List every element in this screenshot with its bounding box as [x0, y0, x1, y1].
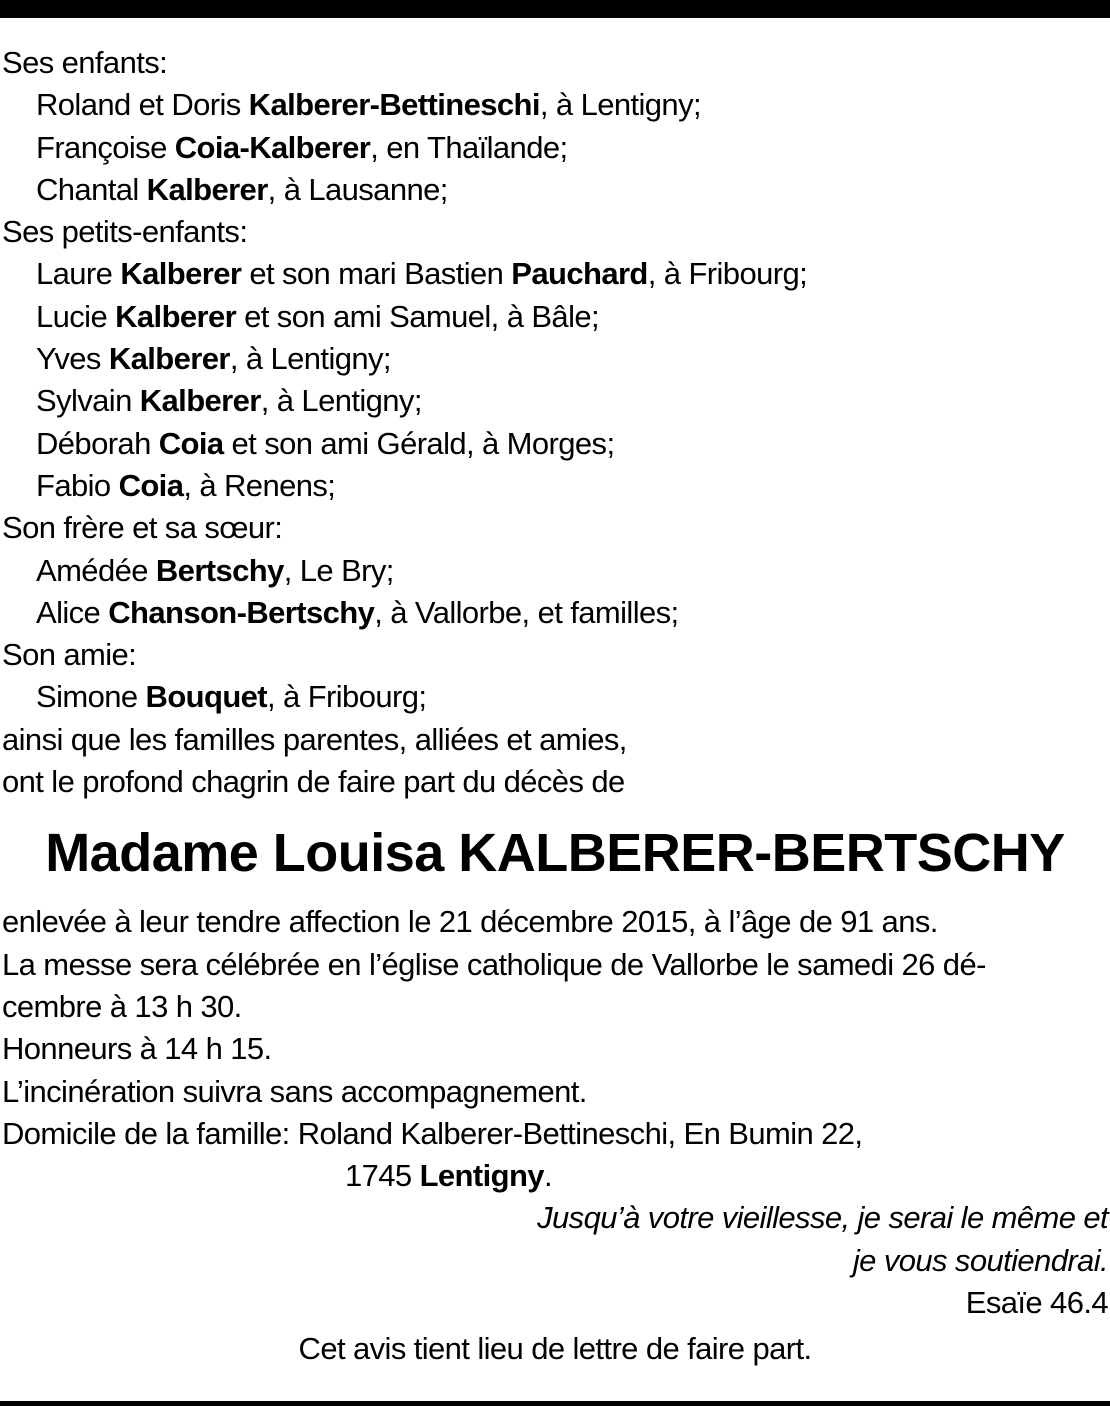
grandchildren-heading: Ses petits-enfants: — [2, 214, 248, 250]
closing-line: Cet avis tient lieu de lettre de faire part. — [298, 1331, 812, 1367]
surname: Bertschy — [155, 552, 284, 588]
surname: Coia — [118, 467, 184, 503]
family-address: Domicile de la famille: Roland Kalberer-Bettineschi, En Bumin 22, — [2, 1115, 863, 1151]
bible-quote: Jusqu’à votre vieillesse, je serai le même et — [537, 1200, 1108, 1236]
siblings-heading: Son frère et sa sœur: — [2, 510, 283, 546]
first-name: Amédée — [36, 552, 156, 588]
details-line: enlevée à leur tendre affection le 21 décembre 2015, à l’âge de 91 ans. — [2, 904, 938, 940]
grandchild-entry — [2, 380, 1108, 422]
child-entry — [2, 169, 1108, 211]
location: , Le Bry; — [283, 552, 394, 588]
first-name: Déborah — [36, 425, 159, 461]
location: , en Thaïlande; — [370, 129, 568, 165]
grandchild-entry — [2, 296, 1108, 338]
children-heading: Ses enfants: — [2, 45, 168, 80]
location: , à Vallorbe, et familles; — [374, 594, 679, 630]
bible-reference: Esaïe 46.4 — [965, 1285, 1108, 1321]
location: et son ami Samuel, à Bâle; — [236, 298, 600, 334]
announcement-line: ont le profond chagrin de faire part du décès de — [2, 764, 625, 800]
surname: Kalberer-Bettineschi — [248, 87, 540, 123]
surname: Coia-Kalberer — [174, 129, 371, 165]
sibling-entry — [2, 550, 1108, 592]
first-name: Sylvain — [36, 383, 140, 419]
first-name: Yves — [36, 341, 109, 377]
surname: Bouquet — [145, 679, 268, 715]
locality: Lentigny — [419, 1158, 544, 1194]
first-name: Simone — [36, 679, 146, 715]
details-line: L’incinération suivra sans accompagnement. — [2, 1073, 587, 1109]
bottom-rule — [0, 1401, 1110, 1406]
friend-entry — [2, 676, 1108, 718]
partner-text: et son mari Bastien — [241, 256, 512, 292]
grandchild-entry — [2, 423, 1108, 465]
surname: Chanson-Bertschy — [108, 594, 375, 630]
surname: Kalberer — [146, 171, 268, 207]
location: et son ami Gérald, à Morges; — [223, 425, 615, 461]
partner-surname: Pauchard — [511, 256, 648, 292]
first-name: Chantal — [36, 171, 147, 207]
bible-quote: je vous soutiendrai. — [852, 1242, 1108, 1278]
obituary-notice — [2, 42, 1108, 1371]
families-line: ainsi que les familles parentes, alliées et amies, — [2, 721, 627, 757]
location: , à Fribourg; — [647, 256, 808, 292]
details-line: cembre à 13 h 30. — [2, 988, 242, 1024]
surname: Coia — [158, 425, 224, 461]
friend-heading: Son amie: — [2, 637, 137, 673]
grandchild-entry — [2, 253, 1108, 295]
top-rule — [0, 0, 1110, 18]
location: , à Lentigny; — [229, 341, 391, 377]
child-entry — [2, 127, 1108, 169]
location: , à Renens; — [183, 467, 336, 503]
location: , à Fribourg; — [267, 679, 427, 715]
first-name: Alice — [36, 594, 109, 630]
postal-code: 1745 — [345, 1158, 420, 1194]
first-name: Laure — [36, 256, 121, 292]
grandchild-entry — [2, 465, 1108, 507]
details-line: La messe sera célébrée en l’église catholique de Vallorbe le samedi 26 dé- — [2, 946, 986, 982]
first-name: Fabio — [36, 467, 119, 503]
deceased-name: Madame Louisa KALBERER-BERTSCHY — [45, 823, 1065, 884]
location: , à Lentigny; — [539, 87, 701, 123]
grandchild-entry — [2, 338, 1108, 380]
child-entry — [2, 84, 1108, 126]
family-address-locality — [2, 1155, 1108, 1197]
surname: Kalberer — [115, 298, 237, 334]
sibling-entry — [2, 592, 1108, 634]
first-name: Lucie — [36, 298, 116, 334]
first-name: Françoise — [36, 129, 175, 165]
punctuation: . — [543, 1158, 552, 1194]
location: , à Lausanne; — [267, 171, 448, 207]
surname: Kalberer — [139, 383, 261, 419]
details-line: Honneurs à 14 h 15. — [2, 1031, 272, 1067]
first-name: Roland et Doris — [36, 87, 249, 123]
surname: Kalberer — [120, 256, 242, 292]
surname: Kalberer — [108, 341, 230, 377]
location: , à Lentigny; — [260, 383, 422, 419]
